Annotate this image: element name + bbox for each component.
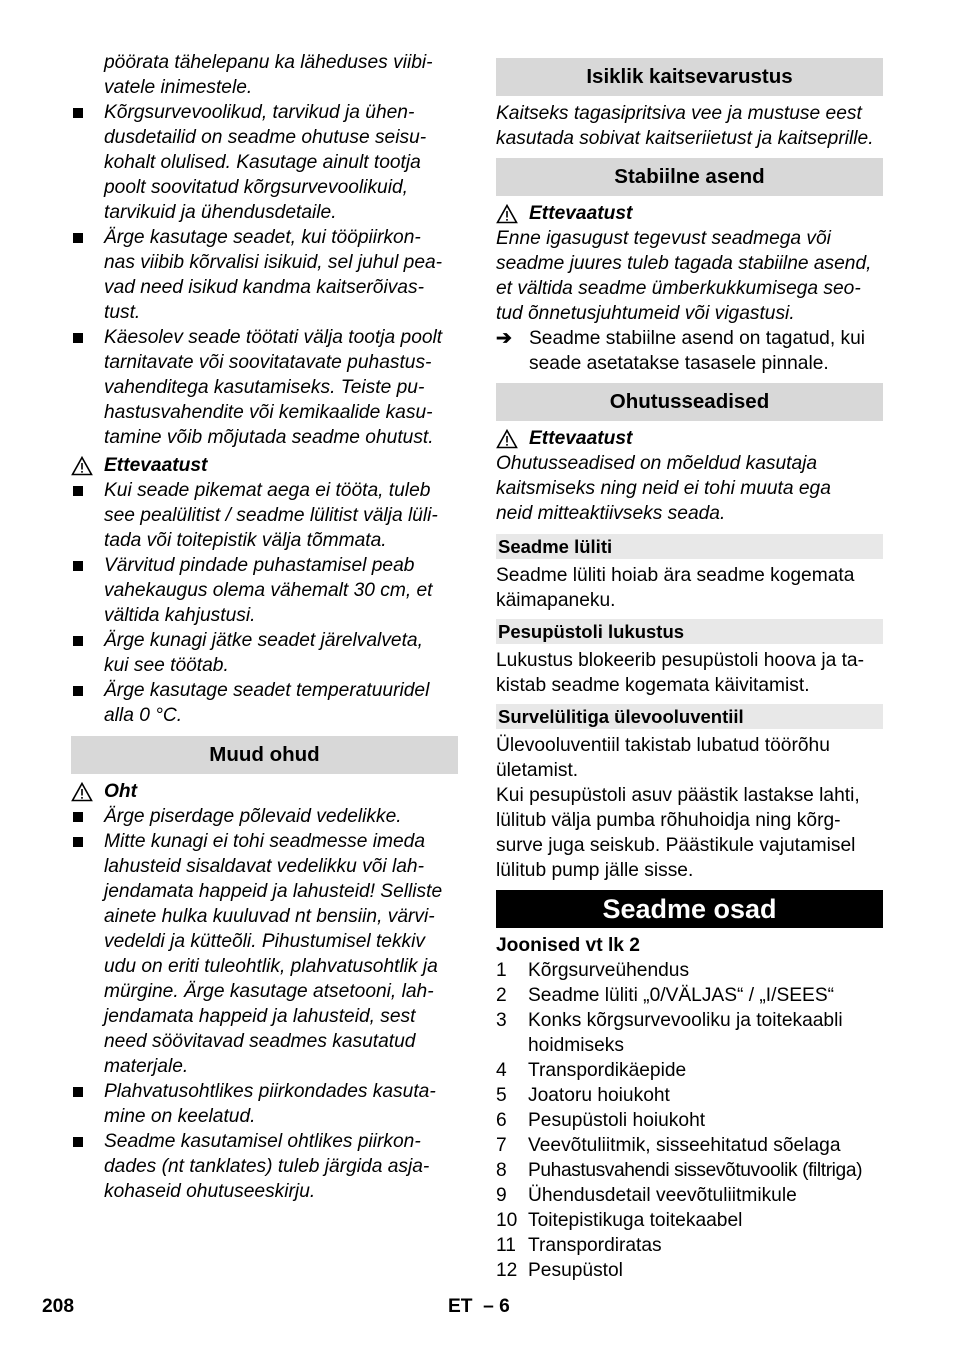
list-item [496, 1008, 883, 1058]
item-label [528, 1008, 843, 1058]
text-line: ainete hulka kuuluvad nt bensiin, värvi- [104, 906, 435, 927]
language-page-label: ET – 6 [448, 1296, 510, 1317]
text-line: surve juga seiskub. Päästikule vajutamisel [496, 835, 856, 856]
text-line: ületamist. [496, 760, 579, 781]
item-label: Kõrgsurveühendus [528, 960, 690, 981]
item-number: 12 [496, 1260, 518, 1281]
text-line: tarnitavate või soovitatavate puhastus- [104, 352, 432, 373]
text-line: lülitub pump jälle sisse. [496, 860, 694, 881]
text-line: jendamata happeid ja lahusteid! Selliste [104, 881, 443, 902]
text-line: alla 0 °C. [104, 705, 183, 726]
text-line: Seadme stabiilne asend on tagatud, kui [529, 328, 866, 349]
list-item [71, 678, 458, 728]
caution-label: Ettevaatust [529, 428, 633, 449]
text-line: Ülevooluventiil takistab lubatud töörõhu [496, 735, 830, 756]
list-item [71, 553, 458, 628]
danger-label: Oht [104, 781, 138, 802]
text-line: kasutada sobivat kaitseriietust ja kaitseprille. [496, 128, 874, 149]
text-line: pöörata tähelepanu ka läheduses viibi- [104, 52, 433, 73]
text-line: kaitsmiseks ning neid ei tohi muuta ega [496, 478, 831, 499]
caution-label: Ettevaatust [104, 455, 208, 476]
text-line: käimapaneku. [496, 590, 616, 611]
text-line: see pealülitist / seadme lülitist välja lüli- [104, 505, 438, 526]
subheading-pesupustoli-lukustus: Pesupüstoli lukustus [496, 619, 883, 644]
text-line: jendamata happeid ja lahusteid, sest [104, 1006, 416, 1027]
list-item [496, 983, 883, 1008]
item-label: Puhastusvahendi sissevõtuvoolik (filtriga) [528, 1160, 863, 1181]
list-item [71, 804, 458, 829]
item-label: Pesupüstol [528, 1260, 623, 1281]
list-item [71, 1129, 458, 1204]
text-line: Ohutusseadised on mõeldud kasutaja [496, 453, 818, 474]
text-line: vahekaugus olema vähemalt 30 cm, et [104, 580, 433, 601]
text-line: kistab seadme kogemata käivitamist. [496, 675, 810, 696]
list-item [496, 1083, 883, 1108]
text-line: Ärge kasutage seadet temperatuuridel [104, 680, 430, 701]
text-line: mine on keelatud. [104, 1106, 256, 1127]
text-line: mürgine. Ärge kasutage atsetooni, lah- [104, 981, 434, 1002]
text-line: poolt soovitatud kõrgsurvevoolikuid, [104, 177, 408, 198]
item-label: Transpordikäepide [528, 1060, 687, 1081]
list-item [71, 829, 458, 1079]
text-line: vedeldi ja kütteõli. Pihustumisel tekkiv [104, 931, 426, 952]
text-line: neid mitteaktiivseks seada. [496, 503, 726, 524]
item-number: 7 [496, 1135, 507, 1156]
item-number: 5 [496, 1085, 507, 1106]
text-line: tud õnnetusjuhtumeid või vigastusi. [496, 303, 795, 324]
text-line: tada või toitepistik välja tõmmata. [104, 530, 387, 551]
list-item [71, 628, 458, 678]
subheading-seadme-luliti: Seadme lüliti [496, 534, 883, 559]
text-line: kohaseid ohutuseeskirju. [104, 1181, 316, 1202]
text-line: hastusvahendite või kemikaalide kasu- [104, 402, 433, 423]
text-line: Kui pesupüstoli asuv päästik lastakse lahti, [496, 785, 860, 806]
text-line: et vältida seadme ümberkukkumisega seo- [496, 278, 861, 299]
item-label: Seadme lüliti „0/VÄLJAS“ / „I/SEES“ [528, 985, 835, 1006]
section-heading-muud-ohud: Muud ohud [71, 736, 458, 774]
text-line: kohalt olulised. Kasutage ainult tootja [104, 152, 421, 173]
list-item [71, 1079, 458, 1129]
text-line: Mitte kunagi ei tohi seadmesse imeda [104, 831, 426, 852]
caution-notice [496, 201, 883, 226]
result-item [496, 326, 883, 376]
item-number: 3 [496, 1010, 507, 1031]
list-item [71, 100, 458, 225]
text-line: dusdetailid on seadme ohutuse seisu- [104, 127, 427, 148]
caution-notice [71, 453, 458, 478]
list-item [496, 1258, 883, 1283]
intro-text [71, 50, 458, 100]
stabiilne-text [496, 226, 883, 326]
list-item [496, 1158, 883, 1183]
caution-label: Ettevaatust [529, 203, 633, 224]
list-item [496, 1233, 883, 1258]
text-line: Lukustus blokeerib pesupüstoli hoova ja ta- [496, 650, 864, 671]
item-number: 4 [496, 1060, 507, 1081]
item-label: Pesupüstoli hoiukoht [528, 1110, 706, 1131]
text-line: Enne igasugust tegevust seadmega või [496, 228, 831, 249]
danger-notice [71, 779, 458, 804]
item-label: Ühendusdetail veevõtuliitmikule [528, 1185, 797, 1206]
section-heading-isiklik: Isiklik kaitsevarustus [496, 58, 883, 96]
text-line: tamine võib mõjutada seadme ohutust. [104, 427, 434, 448]
item-number: 9 [496, 1185, 507, 1206]
text-line: Ärge kasutage seadet, kui tööpiirkon- [104, 227, 421, 248]
item-label: Veevõtuliitmik, sisseehitatud sõelaga [528, 1135, 841, 1156]
text-line: materjale. [104, 1056, 189, 1077]
list-item [496, 1208, 883, 1233]
text-line: Seadme lüliti hoiab ära seadme kogemata [496, 565, 855, 586]
text-line: lülitub välja pumba rõhuhoidja ning kõrg- [496, 810, 841, 831]
list-item [496, 1058, 883, 1083]
luliti-text [496, 563, 883, 613]
list-item [496, 1183, 883, 1208]
text-line: Kui seade pikemat aega ei tööta, tuleb [104, 480, 431, 501]
text-line: hoidmiseks [528, 1035, 624, 1056]
text-line: Ärge piserdage põlevaid vedelikke. [104, 806, 402, 827]
ventiil-text [496, 733, 883, 883]
text-line: Värvitud pindade puhastamisel peab [104, 555, 415, 576]
item-number: 2 [496, 985, 507, 1006]
isiklik-text [496, 101, 883, 151]
text-line: Kõrgsurvevoolikud, tarvikud ja ühen- [104, 102, 415, 123]
text-line: seade asetatakse tasasele pinnale. [529, 353, 829, 374]
item-label: Joatoru hoiukoht [528, 1085, 670, 1106]
subheading-ulevooluventiil: Survelülitiga ülevooluventiil [496, 704, 883, 729]
text-line: vahenditega kasutamiseks. Teiste pu- [104, 377, 425, 398]
list-item [496, 1108, 883, 1133]
left-column [71, 50, 458, 1204]
text-line: udu on eriti tuleohtlik, plahvatusohtlik ja [104, 956, 438, 977]
text-line: seadme juures tuleb tagada stabiilne asend, [496, 253, 872, 274]
text-line: nas viibib kõrvalisi isikuid, sel juhul pea- [104, 252, 443, 273]
text-line: vatele inimestele. [104, 77, 253, 98]
warning-triangle-icon [71, 782, 93, 802]
page-number: 208 [42, 1296, 75, 1317]
text-line: need söövitavad seadmes kasutatud [104, 1031, 416, 1052]
item-number: 6 [496, 1110, 507, 1131]
section-heading-stabiilne: Stabiilne asend [496, 158, 883, 196]
item-label: Transpordiratas [528, 1235, 662, 1256]
right-column [496, 58, 883, 1283]
text-line: tarvikuid ja ühendusdetaile. [104, 202, 337, 223]
arrow-right-icon: ➔ [496, 328, 513, 349]
list-item [71, 225, 458, 325]
text-line: Konks kõrgsurvevooliku ja toitekaabli [528, 1010, 843, 1031]
warning-triangle-icon [496, 429, 518, 449]
list-item [496, 958, 883, 983]
section-heading-ohutus: Ohutusseadised [496, 383, 883, 421]
lukustus-text [496, 648, 883, 698]
warning-triangle-icon [71, 456, 93, 476]
text-line: Kaitseks tagasipritsiva vee ja mustuse eest [496, 103, 862, 124]
figures-reference: Joonised vt lk 2 [496, 935, 640, 956]
warning-triangle-icon [496, 204, 518, 224]
text-line: lahusteid sisaldavat vedelikku või lah- [104, 856, 424, 877]
text-line: vältida kahjustusi. [104, 605, 256, 626]
text-line: Seadme kasutamisel ohtlikes piirkon- [104, 1131, 421, 1152]
item-number: 8 [496, 1160, 507, 1181]
ohutus-text [496, 451, 883, 526]
item-number: 10 [496, 1210, 518, 1231]
text-line: Plahvatusohtlikes piirkondades kasuta- [104, 1081, 436, 1102]
list-item [71, 325, 458, 450]
text-line: kui see töötab. [104, 655, 229, 676]
item-number: 11 [496, 1235, 516, 1256]
item-label: Toitepistikuga toitekaabel [528, 1210, 743, 1231]
text-line: tust. [104, 302, 141, 323]
item-number: 1 [496, 960, 507, 981]
caution-notice [496, 426, 883, 451]
text-line: dades (nt tanklates) tuleb järgida asja- [104, 1156, 430, 1177]
text-line: Käesolev seade töötati välja tootja poolt [104, 327, 443, 348]
list-item [496, 1133, 883, 1158]
chapter-heading-seadme-osad: Seadme osad [496, 890, 883, 928]
parts-list [496, 958, 883, 1283]
text-line: Ärge kunagi jätke seadet järelvalveta, [104, 630, 423, 651]
list-item [71, 478, 458, 553]
text-line: vad need isikud kandma kaitserõivas- [104, 277, 424, 298]
